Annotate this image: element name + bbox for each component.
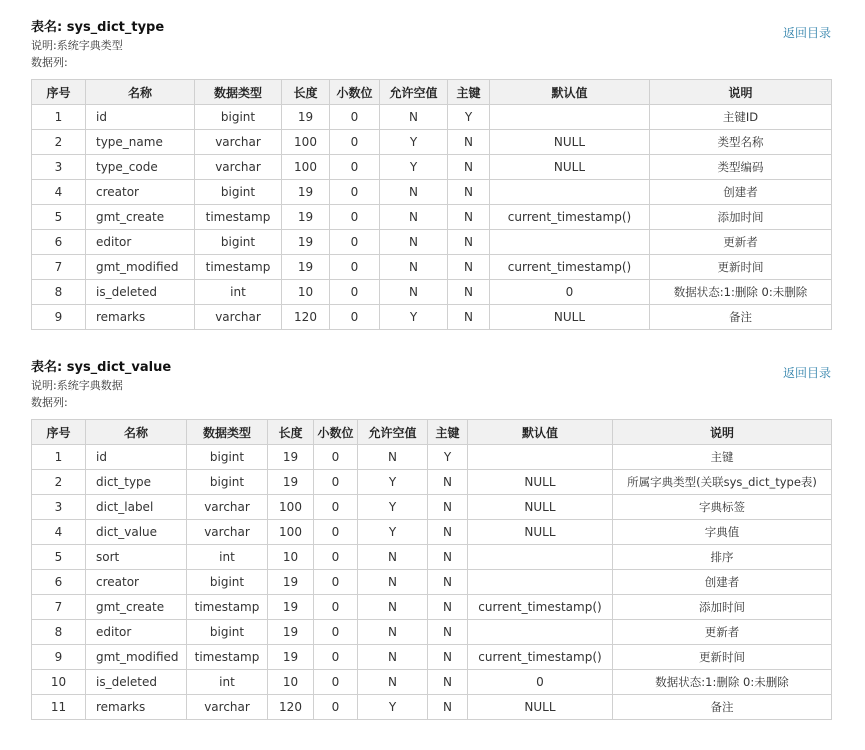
cell-default — [490, 230, 650, 255]
cell-decimals: 0 — [330, 305, 380, 330]
cell-description: 主键ID — [650, 105, 832, 130]
cell-primary-key: N — [428, 620, 468, 645]
cell-description: 创建者 — [613, 570, 832, 595]
cell-description: 更新时间 — [650, 255, 832, 280]
cell-seq: 4 — [32, 180, 86, 205]
cell-decimals: 0 — [314, 545, 358, 570]
table-row — [32, 595, 832, 620]
cell-decimals: 0 — [314, 645, 358, 670]
table-header-row — [32, 420, 832, 445]
cell-seq: 3 — [32, 495, 86, 520]
cell-primary-key: Y — [428, 445, 468, 470]
cell-nullable: Y — [358, 495, 428, 520]
table-row — [32, 280, 832, 305]
cell-seq: 10 — [32, 670, 86, 695]
cell-nullable: N — [358, 545, 428, 570]
cell-name: is_deleted — [86, 280, 195, 305]
cell-length: 19 — [282, 105, 330, 130]
cell-primary-key: N — [428, 495, 468, 520]
column-header-description: 说明 — [613, 420, 832, 445]
table-row — [32, 180, 832, 205]
cell-primary-key: N — [448, 180, 490, 205]
table-row — [32, 255, 832, 280]
table-row — [32, 155, 832, 180]
cell-seq: 9 — [32, 305, 86, 330]
cell-default: current_timestamp() — [468, 645, 613, 670]
table-row — [32, 695, 832, 720]
cell-seq: 2 — [32, 130, 86, 155]
column-header-default: 默认值 — [468, 420, 613, 445]
cell-name: remarks — [86, 305, 195, 330]
cell-nullable: N — [380, 205, 448, 230]
table-row — [32, 545, 832, 570]
cell-seq: 8 — [32, 620, 86, 645]
cell-nullable: N — [358, 645, 428, 670]
cell-length: 19 — [282, 205, 330, 230]
cell-default: NULL — [468, 695, 613, 720]
cell-data-type: varchar — [187, 520, 268, 545]
cell-description: 备注 — [650, 305, 832, 330]
cell-name: dict_type — [86, 470, 187, 495]
table-header-block — [31, 358, 831, 418]
cell-data-type: varchar — [195, 305, 282, 330]
cell-seq: 7 — [32, 255, 86, 280]
column-header-default: 默认值 — [490, 80, 650, 105]
cell-default: current_timestamp() — [490, 205, 650, 230]
column-header-nullable: 允许空值 — [358, 420, 428, 445]
cell-length: 10 — [282, 280, 330, 305]
cell-description: 更新者 — [650, 230, 832, 255]
cell-length: 120 — [282, 305, 330, 330]
column-header-length: 长度 — [268, 420, 314, 445]
table-row — [32, 130, 832, 155]
table-row — [32, 230, 832, 255]
cell-description: 字典值 — [613, 520, 832, 545]
cell-length: 19 — [268, 445, 314, 470]
cell-nullable: N — [380, 230, 448, 255]
cell-nullable: N — [380, 105, 448, 130]
cell-decimals: 0 — [314, 595, 358, 620]
cell-default: NULL — [468, 470, 613, 495]
cell-data-type: timestamp — [187, 595, 268, 620]
table-row — [32, 470, 832, 495]
cell-default — [468, 445, 613, 470]
cell-primary-key: N — [428, 570, 468, 595]
cell-description: 排序 — [613, 545, 832, 570]
cell-length: 100 — [268, 520, 314, 545]
cell-decimals: 0 — [330, 230, 380, 255]
cell-data-type: varchar — [187, 495, 268, 520]
column-header-primary-key: 主键 — [448, 80, 490, 105]
cell-data-type: int — [195, 280, 282, 305]
cell-primary-key: N — [448, 280, 490, 305]
column-header-nullable: 允许空值 — [380, 80, 448, 105]
table-row — [32, 445, 832, 470]
cell-default: NULL — [490, 155, 650, 180]
cell-nullable: N — [358, 620, 428, 645]
table-row — [32, 205, 832, 230]
cell-data-type: bigint — [195, 105, 282, 130]
table-row — [32, 645, 832, 670]
cell-data-type: timestamp — [195, 205, 282, 230]
cell-length: 10 — [268, 545, 314, 570]
cell-nullable: N — [358, 570, 428, 595]
cell-name: editor — [86, 230, 195, 255]
cell-length: 100 — [268, 495, 314, 520]
cell-data-type: int — [187, 545, 268, 570]
cell-name: gmt_modified — [86, 645, 187, 670]
table-title — [31, 358, 171, 378]
table-row — [32, 520, 832, 545]
cell-seq: 11 — [32, 695, 86, 720]
cell-data-type: bigint — [195, 180, 282, 205]
cell-length: 19 — [268, 645, 314, 670]
cell-nullable: N — [380, 255, 448, 280]
description-label: 说明: — [31, 39, 57, 52]
cell-length: 19 — [282, 180, 330, 205]
cell-data-type: bigint — [187, 445, 268, 470]
columns-label: 数据列: — [31, 56, 68, 69]
table-row — [32, 305, 832, 330]
column-header-length: 长度 — [282, 80, 330, 105]
column-header-description: 说明 — [650, 80, 832, 105]
cell-seq: 1 — [32, 105, 86, 130]
table-title — [31, 18, 164, 38]
description-label: 说明: — [31, 379, 57, 392]
column-header-primary-key: 主键 — [428, 420, 468, 445]
cell-length: 100 — [282, 155, 330, 180]
cell-length: 19 — [282, 255, 330, 280]
cell-decimals: 0 — [314, 520, 358, 545]
cell-name: dict_label — [86, 495, 187, 520]
column-header-seq: 序号 — [32, 420, 86, 445]
column-header-decimals: 小数位 — [314, 420, 358, 445]
table-row — [32, 570, 832, 595]
cell-primary-key: N — [448, 255, 490, 280]
cell-primary-key: N — [428, 520, 468, 545]
table-name: sys_dict_value — [66, 360, 172, 375]
column-header-seq: 序号 — [32, 80, 86, 105]
cell-nullable: Y — [358, 520, 428, 545]
columns-table — [31, 419, 832, 720]
cell-decimals: 0 — [330, 155, 380, 180]
table-description — [31, 38, 123, 54]
cell-nullable: N — [380, 180, 448, 205]
cell-data-type: bigint — [187, 470, 268, 495]
cell-primary-key: N — [428, 670, 468, 695]
cell-default: NULL — [490, 305, 650, 330]
table-row — [32, 105, 832, 130]
column-header-name: 名称 — [86, 80, 195, 105]
cell-data-type: varchar — [187, 695, 268, 720]
cell-decimals: 0 — [330, 130, 380, 155]
columns-table — [31, 79, 832, 330]
cell-name: type_name — [86, 130, 195, 155]
cell-primary-key: N — [448, 155, 490, 180]
cell-default — [490, 105, 650, 130]
cell-data-type: bigint — [187, 620, 268, 645]
cell-primary-key: N — [448, 130, 490, 155]
cell-nullable: N — [358, 595, 428, 620]
table-row — [32, 495, 832, 520]
column-header-decimals: 小数位 — [330, 80, 380, 105]
cell-name: id — [86, 105, 195, 130]
cell-description: 更新时间 — [613, 645, 832, 670]
cell-primary-key: N — [448, 230, 490, 255]
cell-nullable: Y — [380, 305, 448, 330]
cell-description: 更新者 — [613, 620, 832, 645]
cell-seq: 9 — [32, 645, 86, 670]
cell-nullable: Y — [380, 130, 448, 155]
cell-seq: 1 — [32, 445, 86, 470]
cell-seq: 4 — [32, 520, 86, 545]
cell-description: 备注 — [613, 695, 832, 720]
cell-length: 10 — [268, 670, 314, 695]
cell-primary-key: N — [448, 205, 490, 230]
table-name-label: 表名: — [31, 360, 63, 375]
cell-length: 19 — [268, 595, 314, 620]
cell-nullable: Y — [380, 155, 448, 180]
description-value: 系统字典数据 — [56, 379, 123, 392]
cell-nullable: N — [358, 445, 428, 470]
cell-name: is_deleted — [86, 670, 187, 695]
cell-default — [468, 620, 613, 645]
cell-name: creator — [86, 570, 187, 595]
table-header-block — [31, 18, 831, 78]
cell-decimals: 0 — [330, 180, 380, 205]
cell-description: 主键 — [613, 445, 832, 470]
table-header-row — [32, 80, 832, 105]
cell-seq: 2 — [32, 470, 86, 495]
cell-default — [490, 180, 650, 205]
cell-default: NULL — [468, 495, 613, 520]
cell-description: 类型名称 — [650, 130, 832, 155]
cell-decimals: 0 — [314, 445, 358, 470]
cell-length: 19 — [282, 230, 330, 255]
table-section-sys-dict-type — [31, 18, 831, 324]
cell-length: 19 — [268, 570, 314, 595]
column-header-data-type: 数据类型 — [195, 80, 282, 105]
cell-data-type: bigint — [195, 230, 282, 255]
cell-default: 0 — [468, 670, 613, 695]
cell-nullable: Y — [358, 695, 428, 720]
cell-seq: 5 — [32, 545, 86, 570]
cell-primary-key: N — [428, 595, 468, 620]
cell-nullable: N — [380, 280, 448, 305]
cell-decimals: 0 — [330, 280, 380, 305]
cell-data-type: timestamp — [195, 255, 282, 280]
cell-description: 数据状态:1:删除 0:未删除 — [613, 670, 832, 695]
cell-primary-key: N — [428, 645, 468, 670]
cell-decimals: 0 — [314, 495, 358, 520]
cell-default — [468, 545, 613, 570]
table-name-label: 表名: — [31, 20, 63, 35]
cell-name: sort — [86, 545, 187, 570]
table-name: sys_dict_type — [66, 20, 165, 35]
cell-name: gmt_create — [86, 595, 187, 620]
cell-seq: 3 — [32, 155, 86, 180]
cell-nullable: Y — [358, 470, 428, 495]
cell-seq: 6 — [32, 570, 86, 595]
cell-length: 19 — [268, 470, 314, 495]
cell-name: creator — [86, 180, 195, 205]
cell-decimals: 0 — [314, 620, 358, 645]
back-to-toc-link[interactable]: 返回目录 — [782, 366, 831, 380]
cell-seq: 6 — [32, 230, 86, 255]
cell-name: id — [86, 445, 187, 470]
columns-label: 数据列: — [31, 396, 68, 409]
back-to-toc-link[interactable]: 返回目录 — [782, 26, 831, 40]
cell-default: 0 — [490, 280, 650, 305]
cell-data-type: varchar — [195, 130, 282, 155]
cell-data-type: varchar — [195, 155, 282, 180]
cell-default: current_timestamp() — [490, 255, 650, 280]
cell-decimals: 0 — [314, 695, 358, 720]
cell-primary-key: N — [448, 305, 490, 330]
cell-default: current_timestamp() — [468, 595, 613, 620]
cell-default — [468, 570, 613, 595]
cell-primary-key: N — [428, 695, 468, 720]
cell-decimals: 0 — [330, 205, 380, 230]
cell-primary-key: N — [428, 470, 468, 495]
cell-name: type_code — [86, 155, 195, 180]
cell-name: remarks — [86, 695, 187, 720]
cell-description: 所属字典类型(关联sys_dict_type表) — [613, 470, 832, 495]
cell-length: 120 — [268, 695, 314, 720]
cell-name: gmt_modified — [86, 255, 195, 280]
cell-decimals: 0 — [314, 670, 358, 695]
cell-data-type: int — [187, 670, 268, 695]
table-section-sys-dict-value — [31, 358, 831, 714]
cell-description: 添加时间 — [613, 595, 832, 620]
cell-name: gmt_create — [86, 205, 195, 230]
cell-default: NULL — [468, 520, 613, 545]
cell-description: 创建者 — [650, 180, 832, 205]
cell-seq: 8 — [32, 280, 86, 305]
cell-decimals: 0 — [330, 105, 380, 130]
cell-seq: 7 — [32, 595, 86, 620]
cell-length: 19 — [268, 620, 314, 645]
cell-data-type: bigint — [187, 570, 268, 595]
table-row — [32, 620, 832, 645]
cell-decimals: 0 — [314, 470, 358, 495]
cell-data-type: timestamp — [187, 645, 268, 670]
cell-description: 类型编码 — [650, 155, 832, 180]
table-row — [32, 670, 832, 695]
table-description — [31, 378, 123, 394]
cell-description: 字典标签 — [613, 495, 832, 520]
cell-primary-key: N — [428, 545, 468, 570]
cell-name: editor — [86, 620, 187, 645]
cell-description: 数据状态:1:删除 0:未删除 — [650, 280, 832, 305]
cell-primary-key: Y — [448, 105, 490, 130]
cell-length: 100 — [282, 130, 330, 155]
column-header-data-type: 数据类型 — [187, 420, 268, 445]
description-value: 系统字典类型 — [56, 39, 123, 52]
cell-name: dict_value — [86, 520, 187, 545]
cell-decimals: 0 — [330, 255, 380, 280]
cell-seq: 5 — [32, 205, 86, 230]
column-header-name: 名称 — [86, 420, 187, 445]
cell-default: NULL — [490, 130, 650, 155]
cell-description: 添加时间 — [650, 205, 832, 230]
cell-decimals: 0 — [314, 570, 358, 595]
cell-nullable: N — [358, 670, 428, 695]
